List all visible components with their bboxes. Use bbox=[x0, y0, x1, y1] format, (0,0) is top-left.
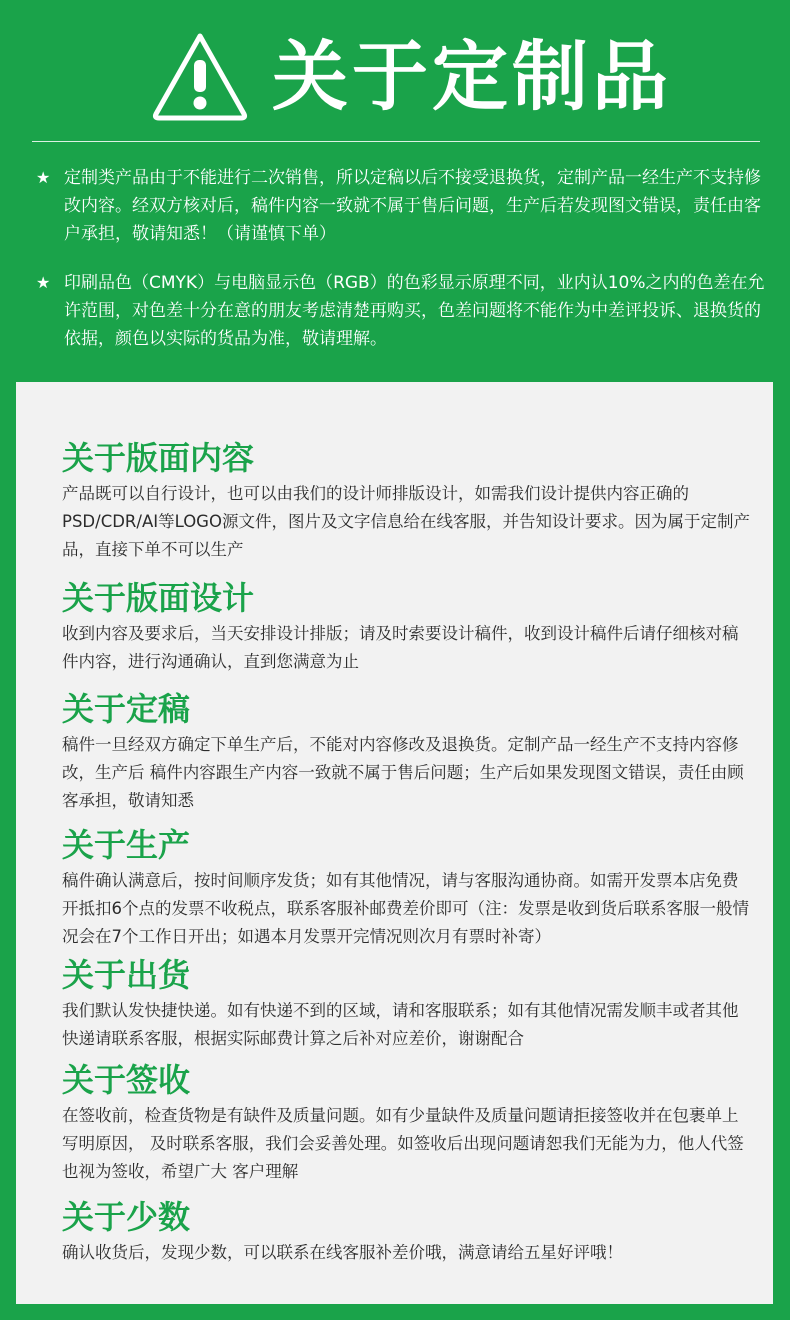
notice-item bbox=[36, 269, 766, 353]
section-body: 确认收货后，发现少数，可以联系在线客服补差价哦，满意请给五星好评哦！ bbox=[62, 1243, 623, 1262]
section-body: 我们默认发快捷快递。如有快递不到的区域，请和客服联系；如有其他情况需发顺丰或者其他快递请联系客服，根据实际邮费计算之后补对应差价，谢谢配合 bbox=[62, 1001, 739, 1048]
section-body: 产品既可以自行设计，也可以由我们的设计师排版设计，如需我们设计提供内容正确的PSD/CDR/AI等LOGO源文件，图片及文字信息给在线客服，并告知设计要求。因为属于定制产品，直接下单不可以生产 bbox=[62, 484, 750, 559]
section-layout-design bbox=[62, 578, 752, 676]
section-body: 收到内容及要求后，当天安排设计排版；请及时索要设计稿件，收到设计稿件后请仔细核对稿件内容，进行沟通确认，直到您满意为止 bbox=[62, 624, 739, 671]
section-title: 关于少数 bbox=[62, 1198, 191, 1236]
star-icon: ★ bbox=[36, 168, 51, 187]
notice-text: 印刷品色（CMYK）与电脑显示色（RGB）的色彩显示原理不同，业内认10%之内的色差在允许范围，对色差十分在意的朋友考虑清楚再购买，色差问题将不能作为中差评投诉、退换货的依据，颜色以实际的货品为准，敬请理解。 bbox=[64, 273, 765, 349]
section-layout-content bbox=[62, 438, 752, 564]
section-title: 关于版面内容 bbox=[62, 439, 255, 477]
header bbox=[0, 0, 790, 140]
section-body: 稿件确认满意后，按时间顺序发货；如有其他情况，请与客服沟通协商。如需开发票本店免费开抵扣6个点的发票不收税点，联系客服补邮费差价即可（注：发票是收到货后联系客服一般情况会在7个工作日开出；如遇本月发票开完情况则次月有票时补寄） bbox=[62, 871, 749, 946]
content-panel bbox=[16, 382, 773, 1304]
section-body: 稿件一旦经双方确定下单生产后，不能对内容修改及退换货。定制产品一经生产不支持内容修改，生产后 稿件内容跟生产内容一致就不属于售后问题；生产后如果发现图文错误，责任由顾客承担，敬请知悉 bbox=[62, 735, 744, 810]
section-body: 在签收前，检查货物是有缺件及质量问题。如有少量缺件及质量问题请拒接签收并在包裹单上写明原因， 及时联系客服，我们会妥善处理。如签收后出现问题请恕我们无能为力，他人代签也视为签收，希望广大 客户理解 bbox=[62, 1106, 744, 1181]
warning-triangle-icon bbox=[150, 30, 250, 122]
notice-text: 定制类产品由于不能进行二次销售，所以定稿以后不接受退换货，定制产品一经生产不支持修改内容。经双方核对后，稿件内容一致就不属于售后问题，生产后若发现图文错误，责任由客户承担，敬请知悉！（请谨慎下单） bbox=[64, 168, 761, 244]
section-shortage bbox=[62, 1197, 752, 1267]
section-shipping bbox=[62, 955, 752, 1053]
star-icon: ★ bbox=[36, 273, 51, 292]
section-title: 关于出货 bbox=[62, 956, 191, 994]
section-title: 关于生产 bbox=[62, 826, 191, 864]
page-title: 关于定制品 bbox=[272, 32, 672, 121]
notice-item bbox=[36, 164, 766, 248]
section-title: 关于签收 bbox=[62, 1061, 191, 1099]
section-title: 关于定稿 bbox=[62, 690, 191, 728]
section-final-draft bbox=[62, 689, 752, 815]
section-title: 关于版面设计 bbox=[62, 579, 255, 617]
section-production bbox=[62, 825, 752, 951]
divider bbox=[32, 141, 760, 142]
section-receipt bbox=[62, 1060, 752, 1186]
